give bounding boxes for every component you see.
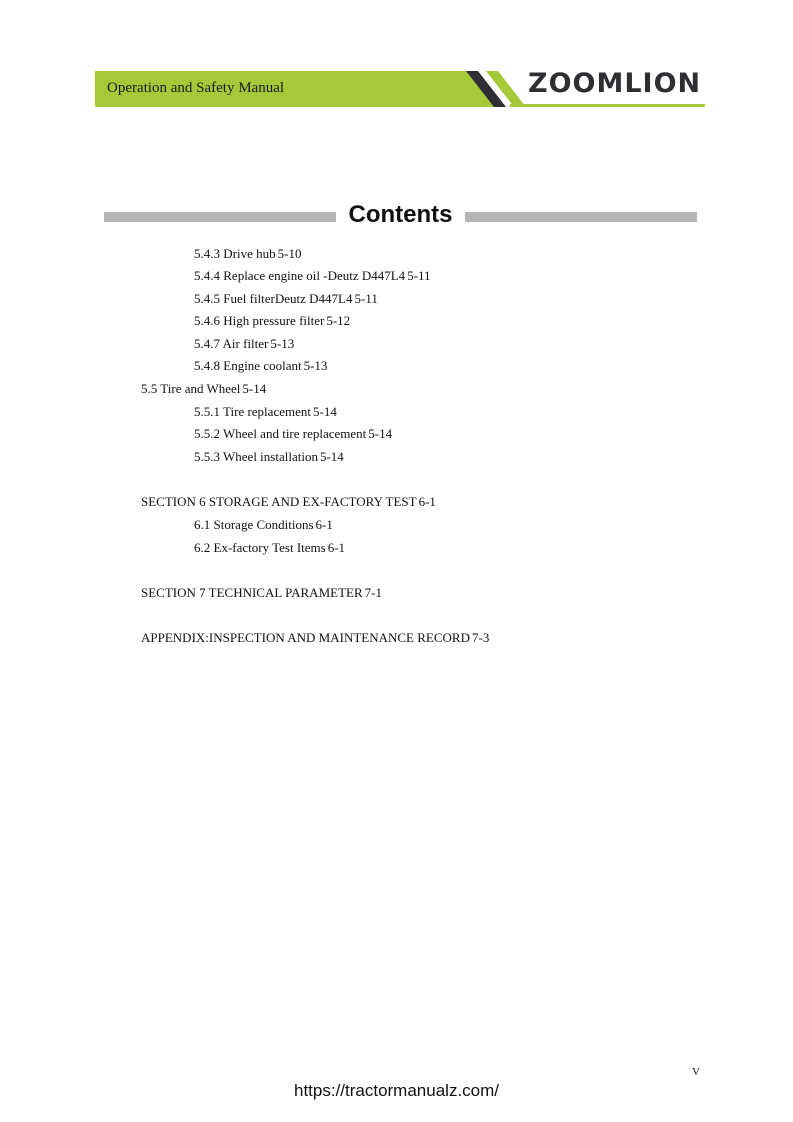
toc-entry-label: 5.5.3 Wheel installation: [194, 449, 318, 464]
contents-title: Contents: [348, 201, 453, 228]
title-rule-left: [104, 212, 336, 222]
toc-entry-label: APPENDIX:INSPECTION AND MAINTENANCE RECORD: [141, 630, 470, 645]
brand-logo: ZOOMLION: [528, 68, 702, 99]
toc-entry-page: 5-14: [242, 381, 267, 396]
toc-entry-label: 5.4.7 Air filter: [194, 336, 269, 351]
toc-entry-label: 5.5.2 Wheel and tire replacement: [194, 426, 367, 441]
toc-entry-page: 7-3: [471, 630, 490, 645]
header-title: Operation and Safety Manual: [107, 80, 285, 96]
toc-entry-page: 6-1: [315, 517, 333, 532]
footer-url[interactable]: https://tractormanualz.com/: [293, 1081, 500, 1100]
logo-underline: [510, 104, 705, 107]
toc-entry-page: 5-14: [319, 449, 344, 464]
toc-entry-page: 5-12: [326, 313, 351, 328]
toc-entry-page: 7-1: [364, 585, 382, 600]
toc-entry-page: 5-13: [303, 358, 328, 373]
toc-entry-page: 6-1: [418, 494, 436, 509]
toc-entry-page: 5-11: [354, 291, 378, 306]
toc-entry-label: 5.5 Tire and Wheel: [141, 381, 241, 396]
toc-entry-page: 6-1: [327, 540, 346, 555]
toc-entry-page: 5-10: [277, 246, 302, 261]
toc-entry-label: 5.4.4 Replace engine oil -Deutz D447L4: [194, 268, 406, 283]
toc-entry-label: 6.1 Storage Conditions: [194, 517, 314, 532]
toc-entry-page: 5-11: [407, 268, 431, 283]
toc-entry-label: 5.5.1 Tire replacement: [194, 404, 311, 419]
toc-entry-label: 5.4.3 Drive hub: [194, 246, 276, 261]
title-rule-right: [465, 212, 697, 222]
toc-entry-label: 5.4.5 Fuel filterDeutz D447L4: [194, 291, 353, 306]
toc-entry-label: 5.4.6 High pressure filter: [194, 313, 325, 328]
page-number: V: [692, 1066, 700, 1078]
toc-entry-label: SECTION 6 STORAGE AND EX-FACTORY TEST: [141, 494, 417, 509]
toc-entry-label: 6.2 Ex-factory Test Items: [194, 540, 326, 555]
toc-entry-page: 5-14: [368, 426, 393, 441]
toc-entry-label: 5.4.8 Engine coolant: [194, 358, 302, 373]
toc-entry-page: 5-13: [270, 336, 295, 351]
toc-entry-label: SECTION 7 TECHNICAL PARAMETER: [141, 585, 363, 600]
toc-entry-page: 5-14: [312, 404, 337, 419]
